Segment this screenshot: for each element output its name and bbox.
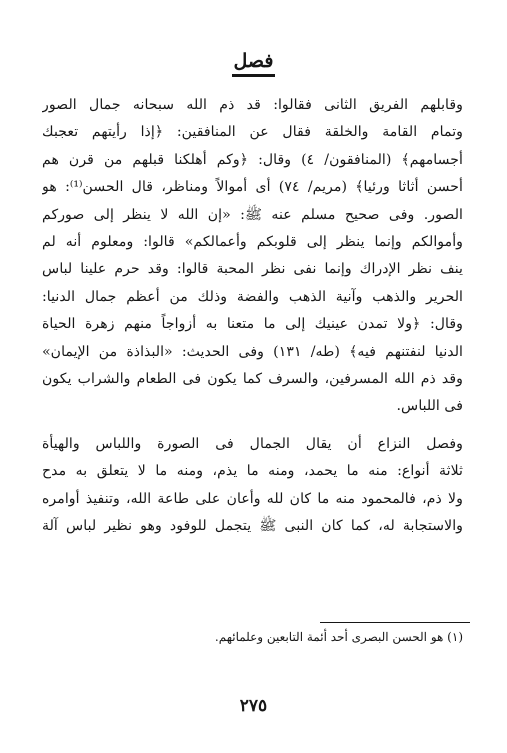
paragraph-1	[42, 92, 463, 421]
footnote-divider	[320, 622, 470, 623]
text-line: وقال: ﴿ولا تمدن عينيك إلى ما متعنا به أزواجاً منهم زهرة الحياة	[42, 316, 463, 333]
body-text	[42, 92, 463, 541]
text-line: وفصل النزاع أن يقال الجمال فى الصورة واللباس والهيأة	[42, 435, 463, 452]
text-line: ينف نظر الإدراك وإنما نفى نظر المحبة قالوا: وقد حرم علينا لباس	[42, 261, 463, 278]
text-line: وقابلهم الفريق الثانى فقالوا: قد ذم الله سبحانه جمال الصور	[42, 97, 463, 113]
text-line: وأموالكم وإنما ينظر إلى قلوبكم وأعمالكم» قالوا: ومعلوم أنه لم	[42, 234, 463, 251]
text-line: والاستجابة له، كما كان النبى ﷺ يتجمل للوفود وهو نظير لباس آلة	[42, 518, 463, 535]
paragraph-2	[42, 431, 463, 541]
text-line: وتمام القامة والخلقة فقال عن المنافقين: ﴿إذا رأيتهم تعجبك	[42, 124, 463, 141]
page-number: ٢٧٥	[239, 696, 268, 716]
section-heading-text: فصل	[232, 50, 276, 77]
text-line: الحرير والذهب وآنية الذهب والفضة وذلك من أعظم جمال الدنيا:	[42, 288, 463, 305]
footnote: (١) هو الحسن البصرى أحد أئمة التابعين وعلمائهم.	[214, 630, 463, 644]
text-line: الصور. وفى صحيح مسلم عنه ﷺ: «إن الله لا ينظر إلى صوركم	[42, 206, 463, 223]
text-line: فى اللباس.	[396, 398, 463, 415]
section-heading	[0, 50, 507, 77]
text-line: ثلاثة أنواع: منه ما يحمد، ومنه ما يذم، ومنه ما لا يتعلق به مدح	[42, 463, 463, 480]
text-line: وقد ذم الله المسرفين، والسرف كما يكون فى الطعام والشراب يكون	[42, 371, 463, 388]
text-line: أحسن أثاثا ورئيا﴾ (مريم/ ٧٤) أى أموالاً ومناظر، قال الحسن⁽¹⁾: هو	[42, 179, 463, 196]
text-line: الدنيا لنفتنهم فيه﴾ (طه/ ١٣١) وفى الحديث: «البذاذة من الإيمان»	[42, 343, 463, 360]
text-line: أجسامهم﴾ (المنافقون/ ٤) وقال: ﴿وكم أهلكنا قبلهم من قرن هم	[42, 151, 463, 168]
text-line: ولا ذم، فالمحمود منه ما كان لله وأعان على طاعة الله، وتنفيذ أوامره	[42, 490, 463, 507]
